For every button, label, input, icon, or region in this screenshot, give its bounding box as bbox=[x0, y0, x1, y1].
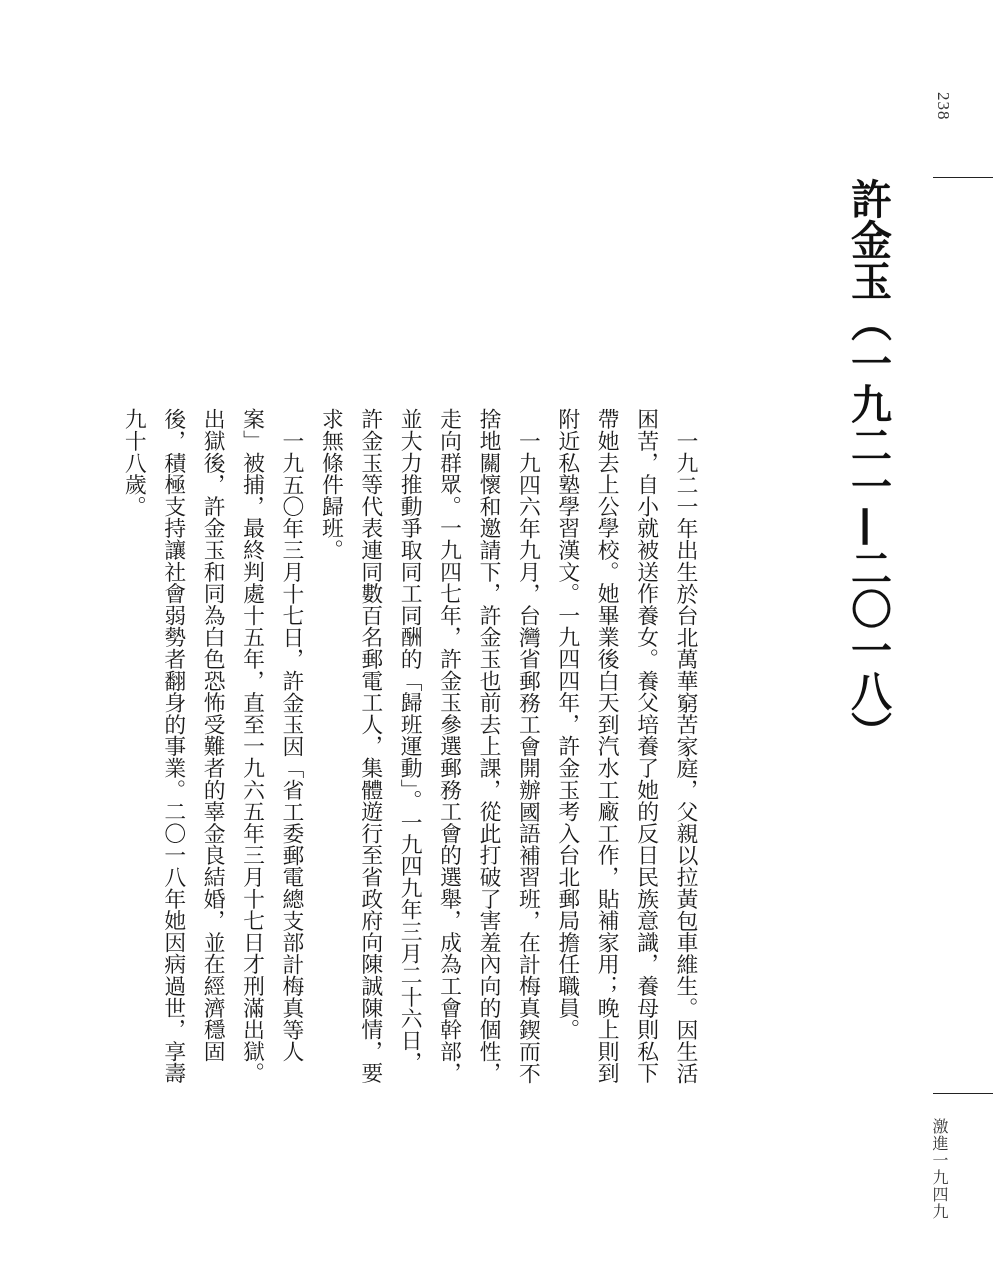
biography-title bbox=[845, 178, 891, 752]
paragraph-3: 一九五〇年三月十七日，許金玉因「省工委郵電總支部計梅真等人案」被捕，最終判處十五年，直至一九六五年三月十七日才刑滿出獄。出獄後，許金玉和同為白色恐怖受難者的辜金良結婚，並在經濟穩固後，積極支持讓社會弱勢者翻身的事業。二〇一八年她因病過世，享壽九十八歲。 bbox=[121, 408, 304, 1084]
paragraph-1: 一九二一年出生於台北萬華窮苦家庭，父親以拉黃包車維生。因生活困苦，自小就被送作養女。養父培養了她的反日民族意識，養母則私下帶她去上公學校。她畢業後白天到汽水工廠工作，貼補家用；晚上則到附近私塾學習漢文。一九四四年，許金玉考入台北郵局擔任職員。 bbox=[554, 408, 698, 1084]
top-rule bbox=[933, 177, 993, 178]
biography-body bbox=[114, 408, 705, 1088]
title-name: 許金玉 bbox=[844, 178, 892, 301]
page-number: 238 bbox=[934, 92, 953, 121]
bottom-rule bbox=[933, 1093, 993, 1094]
paragraph-2: 一九四六年九月，台灣省郵務工會開辦國語補習班，在計梅真鍥而不捨地關懷和邀請下，許金玉也前去上課，從此打破了害羞內向的個性，走向群眾。一九四七年，許金玉參選郵務工會的選舉，成為工會幹部，並大力推動爭取同工同酬的「歸班運動」。一九四九年三月二十六日，許金玉等代表連同數百名郵電工人，集體遊行至省政府向陳誠陳情，要求無條件歸班。 bbox=[318, 408, 541, 1084]
title-dates: （一九二一—二〇一八） bbox=[844, 301, 892, 752]
running-head: 激進一九四九 bbox=[930, 1118, 949, 1220]
